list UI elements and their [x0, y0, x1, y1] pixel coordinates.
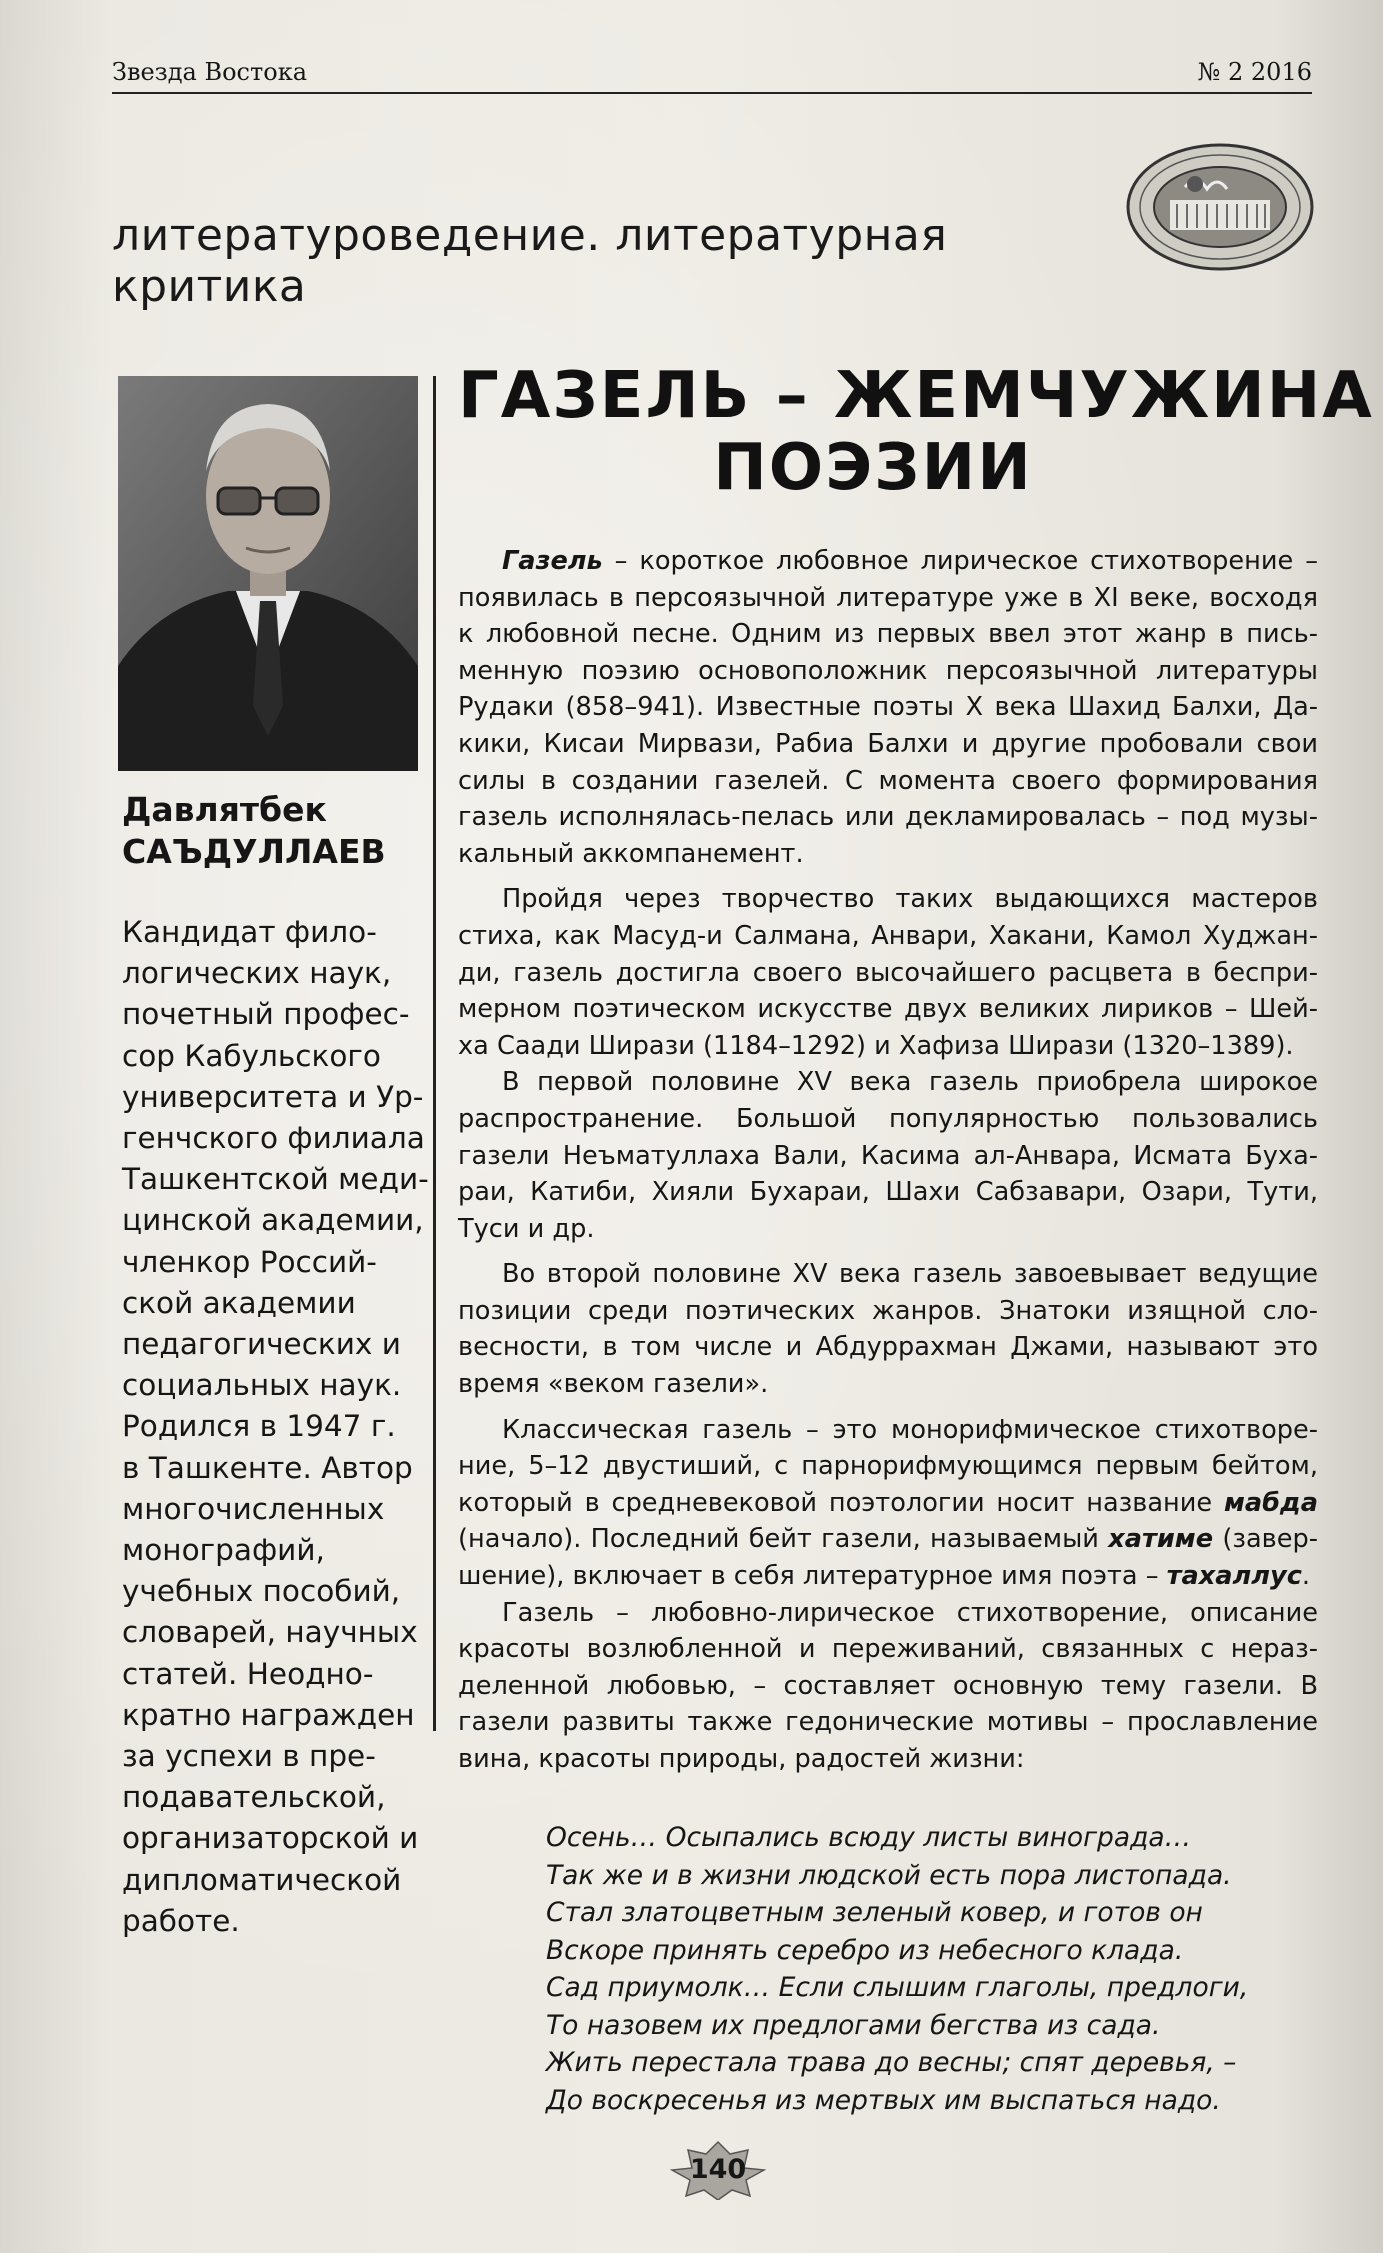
bio-line: в Ташкенте. Автор [122, 1450, 413, 1485]
body-line: к любовной песне. Одним из первых ввел этот жанр в пись- [458, 619, 1318, 650]
bio-line: многочисленных [122, 1491, 385, 1526]
body-line: распространение. Большой популярностью пользовались [458, 1103, 1318, 1134]
body-line: Пройдя через творчество таких выдающихся мастеров [502, 884, 1318, 915]
body-line: Классическая газель – это монорифмическое стихотворе- [502, 1414, 1318, 1445]
column-divider [433, 376, 436, 1731]
body-line: силы в создании газелей. С момента своего формирования [458, 765, 1318, 796]
bio-line: монографий, [122, 1533, 325, 1568]
body-line: позиции среди поэтических жанров. Знатоки изящной сло- [458, 1295, 1318, 1326]
body-line: газель исполнялась-пелась или декламировалась – под музы- [458, 802, 1318, 833]
body-line: Рудаки (858–941). Известные поэты X века Шахид Балхи, Да- [458, 692, 1318, 723]
bio-line: сор Кабульского [122, 1038, 381, 1073]
body-line: Газель – короткое любовное лирическое стихотворение – [502, 546, 1318, 576]
bio-line: членкор Россий- [122, 1244, 377, 1279]
bio-line: логических наук, [122, 956, 392, 991]
term-mabda: мабда [1223, 1487, 1318, 1518]
article-title-line: ГАЗЕЛЬ – ЖЕМЧУЖИНА [458, 359, 1374, 433]
body-line: время «веком газели». [458, 1369, 769, 1400]
body-line: ха Саади Ширази (1184–1292) и Хафиза Ширази (1320–1389). [458, 1030, 1294, 1061]
bio-line: работе. [122, 1903, 240, 1938]
page-number: 140 [689, 2154, 747, 2185]
body-line: кики, Кисаи Мирвази, Рабиа Балхи и другие пробовали свои [458, 728, 1318, 759]
bio-line: социальных наук. [122, 1368, 402, 1403]
body-line: менную поэзию основоположник персоязычной литературы [458, 655, 1318, 686]
poem-line: Вскоре принять серебро из небесного клада. [546, 1934, 1184, 1966]
body-line: деленной любовью, – составляет основную тему газели. В [458, 1670, 1318, 1701]
article-title [458, 359, 1374, 505]
bio-line: учебных пособий, [122, 1574, 401, 1609]
bio-line: педагогических и [122, 1327, 401, 1362]
bio-line: Ташкентской меди- [122, 1162, 429, 1197]
term-gazel: Газель [502, 546, 603, 576]
poem-line: То назовем их предлогами бегства из сада. [546, 2009, 1161, 2041]
body-line: Туси и др. [458, 1213, 595, 1244]
bio-line: словарей, научных [122, 1615, 418, 1650]
poem-line: Осень… Осыпались всюду листы винограда… [546, 1822, 1192, 1853]
body-line: красоты возлюбленной и переживаний, связанных с нераз- [458, 1634, 1318, 1665]
bio-line: статей. Неодно- [122, 1656, 374, 1691]
poem-line: До воскресенья из мертвых им выспаться надо. [546, 2084, 1221, 2116]
body-line: появилась в персоязычной литературе уже в XI веке, восходя [458, 582, 1318, 613]
bio-line: цинской академии, [122, 1203, 424, 1238]
bio-line: организаторской и [122, 1821, 419, 1856]
bio-line: Кандидат фило- [122, 915, 377, 949]
section-title: литературоведение. литературная критика [112, 210, 948, 312]
body-line: В первой половине XV века газель приобрела широкое [502, 1067, 1318, 1098]
poem-quote [546, 1819, 1306, 2119]
bio-line: дипломатической [122, 1862, 402, 1897]
body-line: мерном поэтическом искусстве двух великих лириков – Шей- [458, 994, 1318, 1025]
university-emblem-logo [1125, 142, 1315, 272]
article-body [458, 543, 1318, 1778]
term-khatime: хатиме [1108, 1524, 1214, 1555]
body-line: Во второй половине XV века газель завоевывает ведущие [502, 1259, 1318, 1290]
author-photo [118, 376, 418, 771]
body-line: раи, Катиби, Хияли Бухараи, Шахи Сабзавари, Озари, Тути, [458, 1177, 1318, 1208]
bio-line: университета и Ур- [122, 1079, 424, 1114]
bio-line: Родился в 1947 г. [122, 1409, 396, 1444]
body-line: вина, красоты природы, радостей жизни: [458, 1744, 1025, 1774]
body-line: газели Неъматуллаха Вали, Касима ал-Анвара, Исмата Буха- [458, 1140, 1318, 1171]
poem-line: Сад приумолк… Если слышим глаголы, предлоги, [546, 1972, 1249, 2003]
article-title-line: ПОЭЗИИ [713, 431, 1033, 505]
term-takhallus: тахаллус [1166, 1561, 1302, 1592]
body-line: (начало). Последний бейт газели, называемый хатиме (завер- [458, 1524, 1318, 1555]
journal-name: Звезда Востока [112, 58, 308, 86]
body-line: газели развиты также гедонические мотивы – прославление [458, 1707, 1318, 1738]
author-bio [122, 912, 429, 1942]
bio-line: кратно награжден [122, 1697, 415, 1732]
bio-line: подавательской, [122, 1780, 386, 1815]
body-line: весности, в том числе и Абдуррахман Джами, называют это [458, 1332, 1318, 1363]
body-line: ди, газель достигла своего высочайшего расцвета в беспри- [458, 957, 1318, 988]
bio-line: генчского филиала [122, 1121, 425, 1156]
poem-line: Жить перестала трава до весны; спят деревья, – [546, 2047, 1237, 2078]
body-line: который в средневековой поэтологии носит название мабда [458, 1487, 1318, 1518]
body-line: ние, 5–12 двустиший, с парнорифмующимся первым бейтом, [458, 1451, 1318, 1482]
poem-line: Стал златоцветным зеленый ковер, и готов он [546, 1897, 1203, 1928]
body-line: шение), включает в себя литературное имя поэта – тахаллус. [458, 1561, 1311, 1592]
bio-line: ской академии [122, 1285, 356, 1320]
poem-line: Так же и в жизни людской есть пора листопада. [546, 1859, 1232, 1891]
running-header [112, 52, 1312, 94]
author-first-name: Давлятбек [122, 790, 327, 829]
bio-line: почетный профес- [122, 997, 410, 1032]
body-line: Газель – любовно-лирическое стихотворение, описание [502, 1597, 1318, 1628]
body-line: кальный аккомпанемент. [458, 838, 804, 869]
body-line: стиха, как Масуд-и Салмана, Анвари, Хакани, Камол Худжан- [458, 920, 1318, 951]
bio-line: за успехи в пре- [122, 1739, 376, 1774]
author-last-name: САЪДУЛЛАЕВ [122, 832, 386, 871]
issue-number: № 2 2016 [1197, 58, 1312, 86]
